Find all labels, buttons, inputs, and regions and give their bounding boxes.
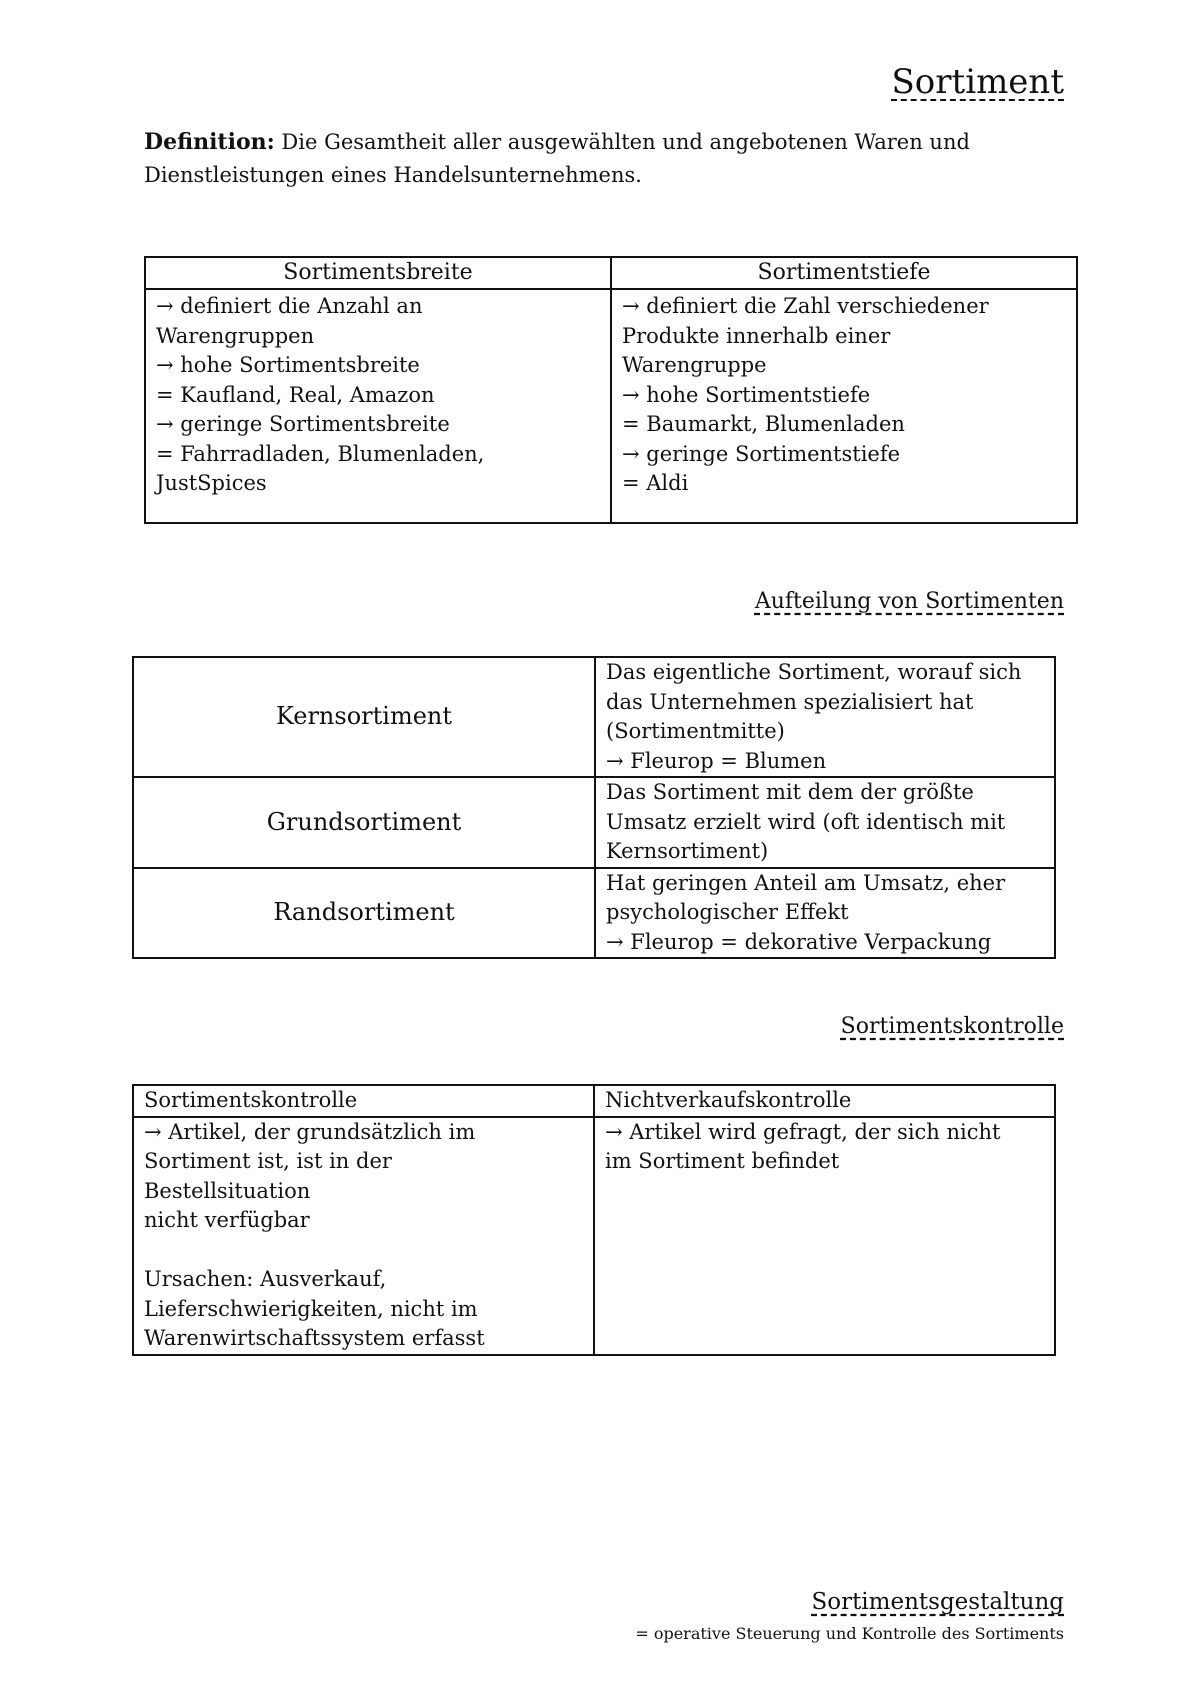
header-sortimentsbreite: Sortimentsbreite	[145, 257, 611, 289]
tiefe-line: = Aldi	[622, 471, 689, 495]
nichtverkaufskontrolle-cell	[594, 1117, 1055, 1355]
page-title: Sortiment	[891, 62, 1064, 102]
aufteilung-table	[132, 656, 1056, 959]
kontrolle-line: nicht verfügbar	[144, 1208, 310, 1232]
kontrolle-line: → Artikel, der grundsätzlich im	[144, 1119, 476, 1144]
table-row	[133, 868, 1055, 959]
table-row	[133, 657, 1055, 777]
header-sortimentskontrolle: Sortimentskontrolle	[133, 1085, 594, 1117]
label-kernsortiment: Kernsortiment	[133, 657, 595, 777]
breite-cell	[145, 289, 611, 523]
nichtverkauf-line: → Artikel wird gefragt, der sich nicht	[605, 1119, 1001, 1144]
breite-line: = Kaufland, Real, Amazon	[156, 382, 435, 407]
definition-text: Die Gesamtheit aller ausgewählten und angebotenen Waren und Dienstleistungen eines Handelsunternehmens.	[144, 130, 970, 187]
breite-line: Warengruppen	[156, 323, 315, 348]
breite-line: → geringe Sortimentsbreite	[156, 412, 450, 436]
definition-paragraph	[144, 126, 1064, 192]
header-sortimentstiefe: Sortimentstiefe	[611, 257, 1077, 289]
tiefe-line: Warengruppe	[622, 353, 767, 377]
kontrolle-line: Ursachen: Ausverkauf,	[144, 1267, 387, 1291]
tiefe-line: → hohe Sortimentstiefe	[622, 382, 871, 407]
label-grundsortiment: Grundsortiment	[133, 777, 595, 868]
desc-line: (Sortimentmitte)	[606, 719, 785, 743]
breite-line: → definiert die Anzahl an	[156, 294, 423, 318]
tiefe-cell	[611, 289, 1077, 523]
desc-line: das Unternehmen spezialisiert hat	[606, 689, 974, 714]
desc-kernsortiment	[595, 657, 1055, 777]
desc-line: Das eigentliche Sortiment, worauf sich	[606, 660, 1022, 684]
footer-subtitle: = operative Steuerung und Kontrolle des Sortiments	[635, 1624, 1064, 1643]
breite-line: JustSpices	[156, 471, 267, 495]
desc-line: Kernsortiment)	[606, 839, 769, 863]
kontrolle-line: Sortiment ist, ist in der	[144, 1149, 392, 1173]
kontrolle-line: Warenwirtschaftssystem erfasst	[144, 1326, 485, 1350]
definition-label: Definition:	[144, 129, 275, 155]
desc-line: psychologischer Effekt	[606, 900, 849, 924]
table-row	[133, 777, 1055, 868]
desc-line: Hat geringen Anteil am Umsatz, eher	[606, 870, 1006, 895]
desc-line: Umsatz erzielt wird (oft identisch mit	[606, 809, 1006, 834]
desc-randsortiment	[595, 868, 1055, 959]
kontrolle-line: Bestellsituation	[144, 1178, 311, 1203]
kontrolle-line: Lieferschwierigkeiten, nicht im	[144, 1296, 478, 1321]
desc-line: → Fleurop = dekorative Verpackung	[606, 929, 992, 954]
breite-line: → hohe Sortimentsbreite	[156, 353, 420, 377]
section-heading-aufteilung: Aufteilung von Sortimenten	[754, 589, 1064, 614]
header-nichtverkaufskontrolle: Nichtverkaufskontrolle	[594, 1085, 1055, 1117]
breite-tiefe-table	[144, 256, 1078, 524]
desc-grundsortiment	[595, 777, 1055, 868]
breite-line: = Fahrradladen, Blumenladen,	[156, 441, 485, 466]
footer-title: Sortimentsgestaltung	[811, 1589, 1064, 1615]
nichtverkauf-line: im Sortiment befindet	[605, 1149, 840, 1173]
desc-line: Das Sortiment mit dem der größte	[606, 780, 974, 804]
tiefe-line: → geringe Sortimentstiefe	[622, 441, 901, 466]
tiefe-line: → definiert die Zahl verschiedener	[622, 294, 989, 318]
label-randsortiment: Randsortiment	[133, 868, 595, 959]
kontrolle-table	[132, 1084, 1056, 1356]
section-heading-kontrolle: Sortimentskontrolle	[840, 1014, 1064, 1039]
desc-line: → Fleurop = Blumen	[606, 748, 827, 773]
tiefe-line: Produkte innerhalb einer	[622, 323, 891, 348]
sortimentskontrolle-cell	[133, 1117, 594, 1355]
tiefe-line: = Baumarkt, Blumenladen	[622, 412, 905, 436]
blank-line	[144, 1236, 583, 1266]
